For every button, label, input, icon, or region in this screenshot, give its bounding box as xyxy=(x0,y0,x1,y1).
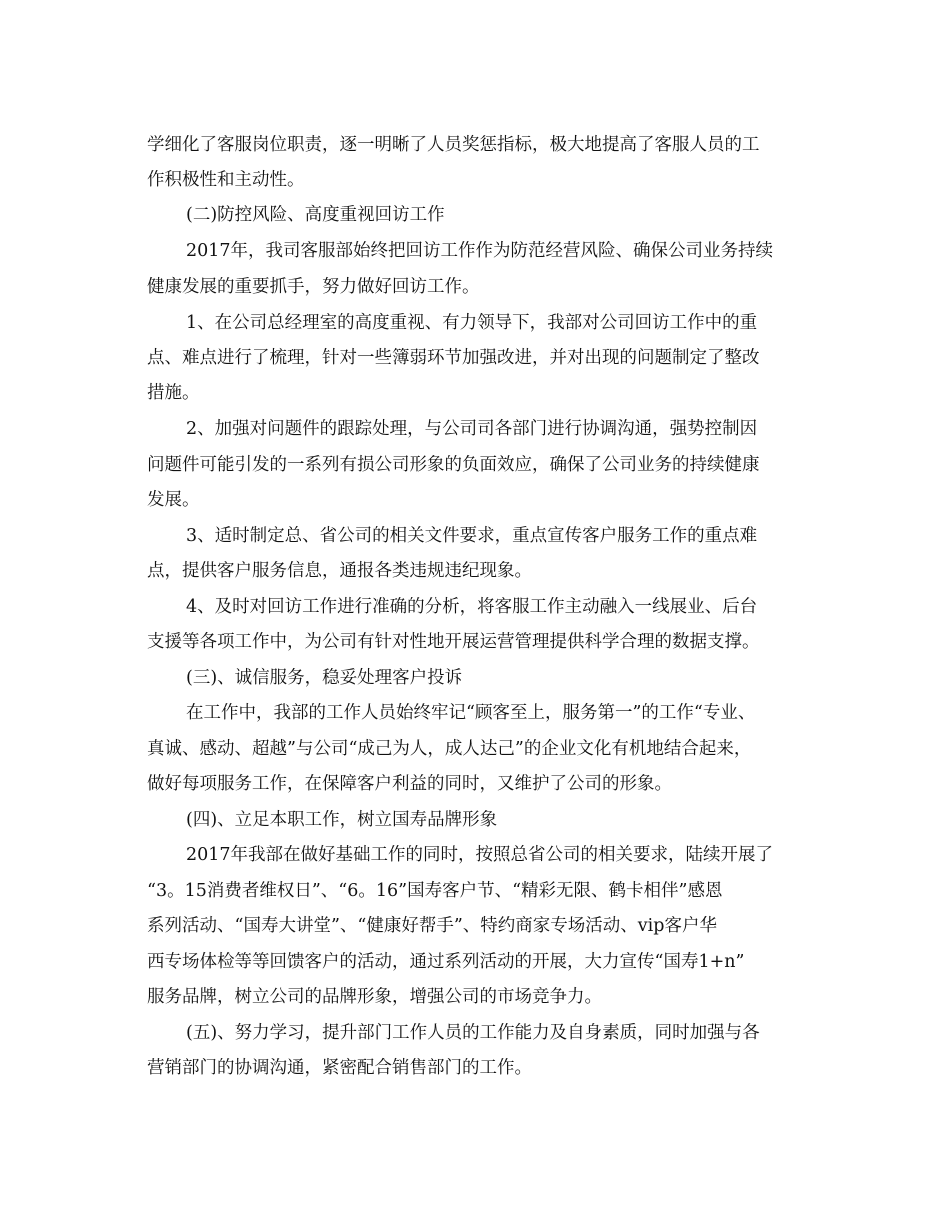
text-line: 做好每项服务工作，在保障客户利益的同时，又维护了公司的形象。 xyxy=(147,774,672,794)
text-line: 点，提供客户服务信息，通报各类违规违纪现象。 xyxy=(147,561,532,581)
text-line: 真诚、感动、超越”与公司“成己为人，成人达己”的企业文化有机地结合起来， xyxy=(147,739,752,759)
text-line: 服务品牌，树立公司的品牌形象，增强公司的市场竞争力。 xyxy=(147,987,602,1007)
text-line: 3、适时制定总、省公司的相关文件要求，重点宣传客户服务工作的重点难 xyxy=(186,526,758,546)
text-line: 2017年我部在做好基础工作的同时，按照总省公司的相关要求，陆续开展了 xyxy=(186,845,774,865)
text-line: 2017年，我司客服部始终把回访工作作为防范经营风险、确保公司业务持续 xyxy=(186,241,774,261)
section-heading: (五)、努力学习，提升部门工作人员的工作能力及自身素质，同时加强与各 xyxy=(186,1023,760,1043)
text-line: 问题件可能引发的一系列有损公司形象的负面效应，确保了公司业务的持续健康 xyxy=(147,455,760,475)
text-line: 在工作中，我部的工作人员始终牢记“顾客至上，服务第一”的工作“专业、 xyxy=(186,703,756,723)
text-line: 系列活动、“国寿大讲堂”、“健康好帮手”、特约商家专场活动、vip客户华 xyxy=(147,916,717,936)
text-line: 西专场体检等等回馈客户的活动，通过系列活动的开展，大力宣传“国寿1+n” xyxy=(147,952,745,972)
text-line: 1、在公司总经理室的高度重视、有力领导下，我部对公司回访工作中的重 xyxy=(186,313,758,333)
section-heading: (三)、诚信服务，稳妥处理客户投诉 xyxy=(186,668,463,688)
text-line: 发展。 xyxy=(147,490,200,510)
section-heading: (二)防控风险、高度重视回访工作 xyxy=(186,205,445,225)
text-line: “3。15消费者维权日”、“6。16”国寿客户节、“精彩无限、鹤卡相伴”感恩 xyxy=(147,881,723,901)
text-line: 营销部门的协调沟通，紧密配合销售部门的工作。 xyxy=(147,1058,532,1078)
text-line: 学细化了客服岗位职责，逐一明晰了人员奖惩指标，极大地提高了客服人员的工 xyxy=(147,135,760,155)
text-line: 作积极性和主动性。 xyxy=(147,170,305,190)
text-line: 支援等各项工作中，为公司有针对性地开展运营管理提供科学合理的数据支撑。 xyxy=(147,632,760,652)
text-line: 2、加强对问题件的跟踪处理，与公司司各部门进行协调沟通，强势控制因 xyxy=(186,419,758,439)
text-line: 4、及时对回访工作进行准确的分析，将客服工作主动融入一线展业、后台 xyxy=(186,597,758,617)
text-line: 点、难点进行了梳理，针对一些簿弱环节加强改进，并对出现的问题制定了整改 xyxy=(147,348,760,368)
section-heading: (四)、立足本职工作，树立国寿品牌形象 xyxy=(186,810,498,830)
text-line: 措施。 xyxy=(147,383,200,403)
text-line: 健康发展的重要抓手，努力做好回访工作。 xyxy=(147,277,480,297)
